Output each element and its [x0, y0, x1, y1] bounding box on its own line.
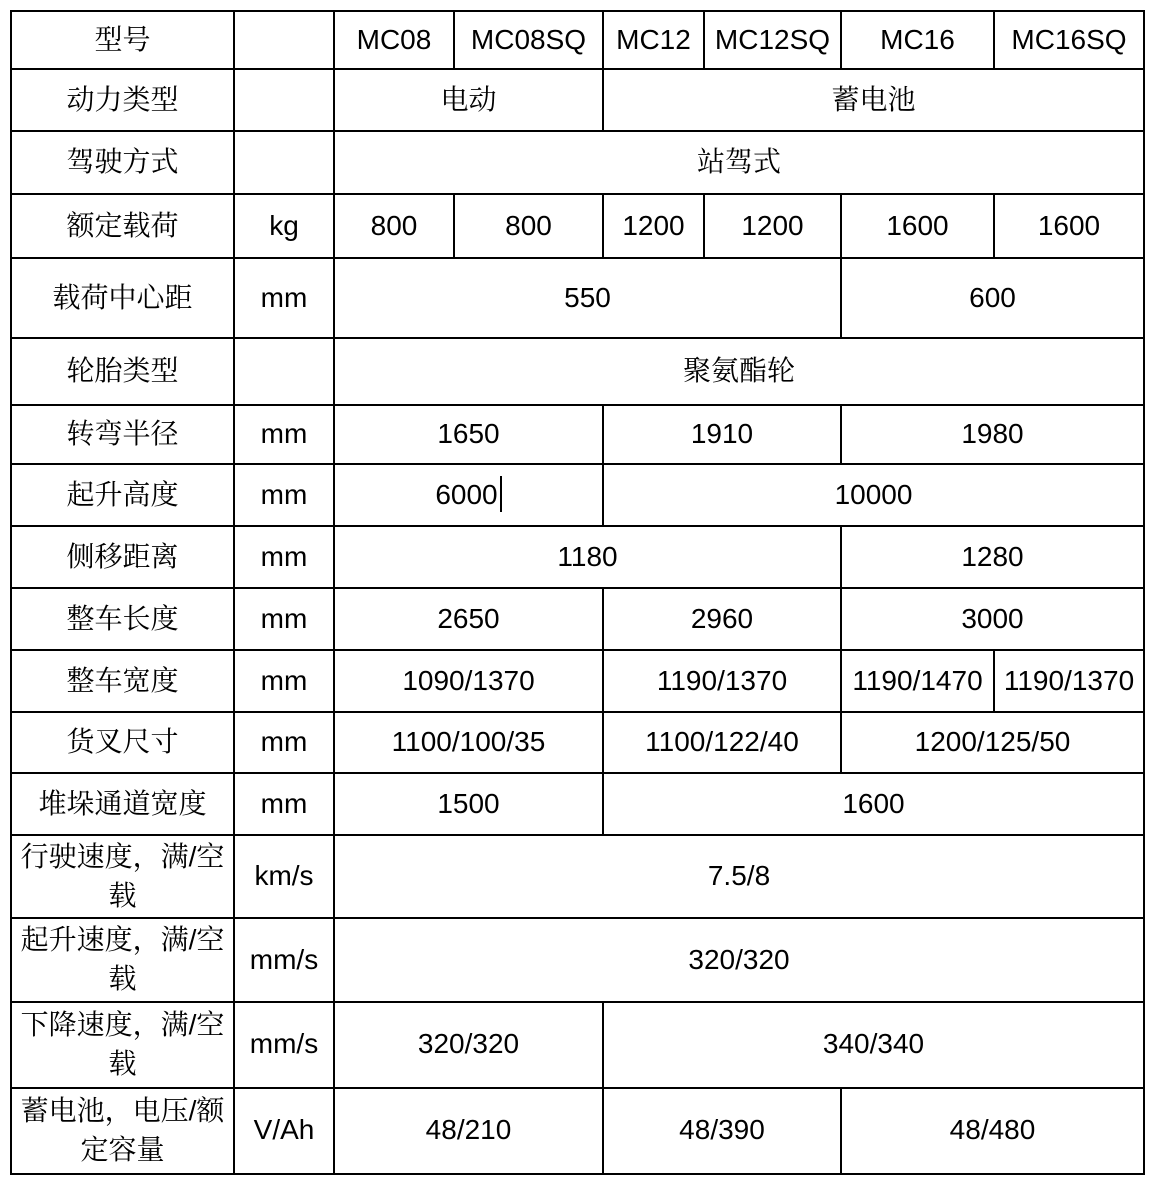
- model-header-cell[interactable]: MC16SQ: [994, 11, 1144, 69]
- table-row-fork-size: [11, 712, 1144, 773]
- table-row-turning-radius: [11, 405, 1144, 464]
- table-row-side-shift: [11, 526, 1144, 588]
- value-cell[interactable]: 320/320: [334, 1002, 603, 1088]
- spec-table: [10, 10, 1145, 1175]
- value-cell-editing[interactable]: [334, 464, 603, 526]
- table-row-lift-height: [11, 464, 1144, 526]
- unit-cell[interactable]: kg: [234, 194, 334, 258]
- table-row-overall-width: [11, 650, 1144, 712]
- row-label-cell[interactable]: 整车宽度: [11, 650, 234, 712]
- value-cell[interactable]: 1600: [841, 194, 994, 258]
- value-cell[interactable]: 800: [334, 194, 454, 258]
- table-row-model: [11, 11, 1144, 69]
- value-cell[interactable]: 7.5/8: [334, 835, 1144, 918]
- table-row-driving-mode: [11, 131, 1144, 194]
- value-cell[interactable]: 1500: [334, 773, 603, 835]
- row-label-cell[interactable]: 驾驶方式: [11, 131, 234, 194]
- unit-cell[interactable]: mm/s: [234, 1002, 334, 1088]
- value-cell[interactable]: 1190/1370: [994, 650, 1144, 712]
- unit-cell[interactable]: V/Ah: [234, 1088, 334, 1174]
- row-label-cell[interactable]: 堆垛通道宽度: [11, 773, 234, 835]
- unit-cell[interactable]: mm: [234, 258, 334, 338]
- value-cell[interactable]: 蓄电池: [603, 69, 1144, 131]
- model-header-cell[interactable]: MC08: [334, 11, 454, 69]
- unit-cell[interactable]: mm/s: [234, 918, 334, 1001]
- value-cell[interactable]: 1090/1370: [334, 650, 603, 712]
- unit-cell[interactable]: [234, 69, 334, 131]
- value-cell[interactable]: 聚氨酯轮: [334, 338, 1144, 405]
- table-row-power-type: [11, 69, 1144, 131]
- unit-cell[interactable]: mm: [234, 712, 334, 773]
- row-label-cell[interactable]: 货叉尺寸: [11, 712, 234, 773]
- row-label-cell[interactable]: 载荷中心距: [11, 258, 234, 338]
- value-cell[interactable]: 1650: [334, 405, 603, 464]
- value-cell[interactable]: 1600: [603, 773, 1144, 835]
- unit-cell[interactable]: [234, 131, 334, 194]
- value-cell[interactable]: 340/340: [603, 1002, 1144, 1088]
- row-label-cell[interactable]: 起升高度: [11, 464, 234, 526]
- unit-cell[interactable]: [234, 338, 334, 405]
- table-row-travel-speed: [11, 835, 1144, 918]
- table-row-lowering-speed: [11, 1002, 1144, 1088]
- value-cell[interactable]: 电动: [334, 69, 603, 131]
- value-cell[interactable]: 48/210: [334, 1088, 603, 1174]
- value-cell[interactable]: 10000: [603, 464, 1144, 526]
- value-cell[interactable]: 48/480: [841, 1088, 1144, 1174]
- table-row-rated-load: [11, 194, 1144, 258]
- value-cell[interactable]: 3000: [841, 588, 1144, 650]
- model-header-cell[interactable]: MC12SQ: [704, 11, 841, 69]
- value-cell[interactable]: 600: [841, 258, 1144, 338]
- value-cell[interactable]: 1180: [334, 526, 841, 588]
- unit-cell[interactable]: km/s: [234, 835, 334, 918]
- value-cell[interactable]: 站驾式: [334, 131, 1144, 194]
- value-cell[interactable]: 800: [454, 194, 603, 258]
- value-cell[interactable]: 1190/1470: [841, 650, 994, 712]
- table-row-load-center: [11, 258, 1144, 338]
- unit-cell[interactable]: mm: [234, 464, 334, 526]
- value-cell[interactable]: 1980: [841, 405, 1144, 464]
- unit-cell[interactable]: mm: [234, 405, 334, 464]
- value-text: 6000: [435, 478, 498, 510]
- value-cell[interactable]: 1280: [841, 526, 1144, 588]
- row-label-cell[interactable]: 整车长度: [11, 588, 234, 650]
- row-label-cell[interactable]: 侧移距离: [11, 526, 234, 588]
- table-row-overall-length: [11, 588, 1144, 650]
- unit-cell[interactable]: [234, 11, 334, 69]
- value-cell[interactable]: 2650: [334, 588, 603, 650]
- row-label-cell[interactable]: 轮胎类型: [11, 338, 234, 405]
- value-cell[interactable]: 1200: [603, 194, 704, 258]
- row-label-cell[interactable]: 转弯半径: [11, 405, 234, 464]
- value-cell[interactable]: 1910: [603, 405, 841, 464]
- model-header-cell[interactable]: MC12: [603, 11, 704, 69]
- value-cell[interactable]: 1600: [994, 194, 1144, 258]
- table-row-battery: [11, 1088, 1144, 1174]
- value-cell[interactable]: 48/390: [603, 1088, 841, 1174]
- unit-cell[interactable]: mm: [234, 588, 334, 650]
- table-row-tire-type: [11, 338, 1144, 405]
- unit-cell[interactable]: mm: [234, 773, 334, 835]
- unit-cell[interactable]: mm: [234, 526, 334, 588]
- model-header-cell[interactable]: MC08SQ: [454, 11, 603, 69]
- row-label-cell[interactable]: 起升速度，满/空载: [11, 918, 234, 1001]
- value-cell[interactable]: 1100/122/40: [603, 712, 841, 773]
- value-cell[interactable]: 320/320: [334, 918, 1144, 1001]
- value-cell[interactable]: 2960: [603, 588, 841, 650]
- row-label-cell[interactable]: 行驶速度，满/空载: [11, 835, 234, 918]
- value-cell[interactable]: 1190/1370: [603, 650, 841, 712]
- row-label-cell[interactable]: 型号: [11, 11, 234, 69]
- row-label-cell[interactable]: 下降速度，满/空载: [11, 1002, 234, 1088]
- table-row-lift-speed: [11, 918, 1144, 1001]
- value-cell[interactable]: 1200/125/50: [841, 712, 1144, 773]
- unit-cell[interactable]: mm: [234, 650, 334, 712]
- model-header-cell[interactable]: MC16: [841, 11, 994, 69]
- row-label-cell[interactable]: 蓄电池，电压/额定容量: [11, 1088, 234, 1174]
- row-label-cell[interactable]: 动力类型: [11, 69, 234, 131]
- table-row-aisle-width: [11, 773, 1144, 835]
- value-cell[interactable]: 550: [334, 258, 841, 338]
- row-label-cell[interactable]: 额定载荷: [11, 194, 234, 258]
- value-cell[interactable]: 1200: [704, 194, 841, 258]
- value-cell[interactable]: 1100/100/35: [334, 712, 603, 773]
- text-cursor: [500, 476, 502, 512]
